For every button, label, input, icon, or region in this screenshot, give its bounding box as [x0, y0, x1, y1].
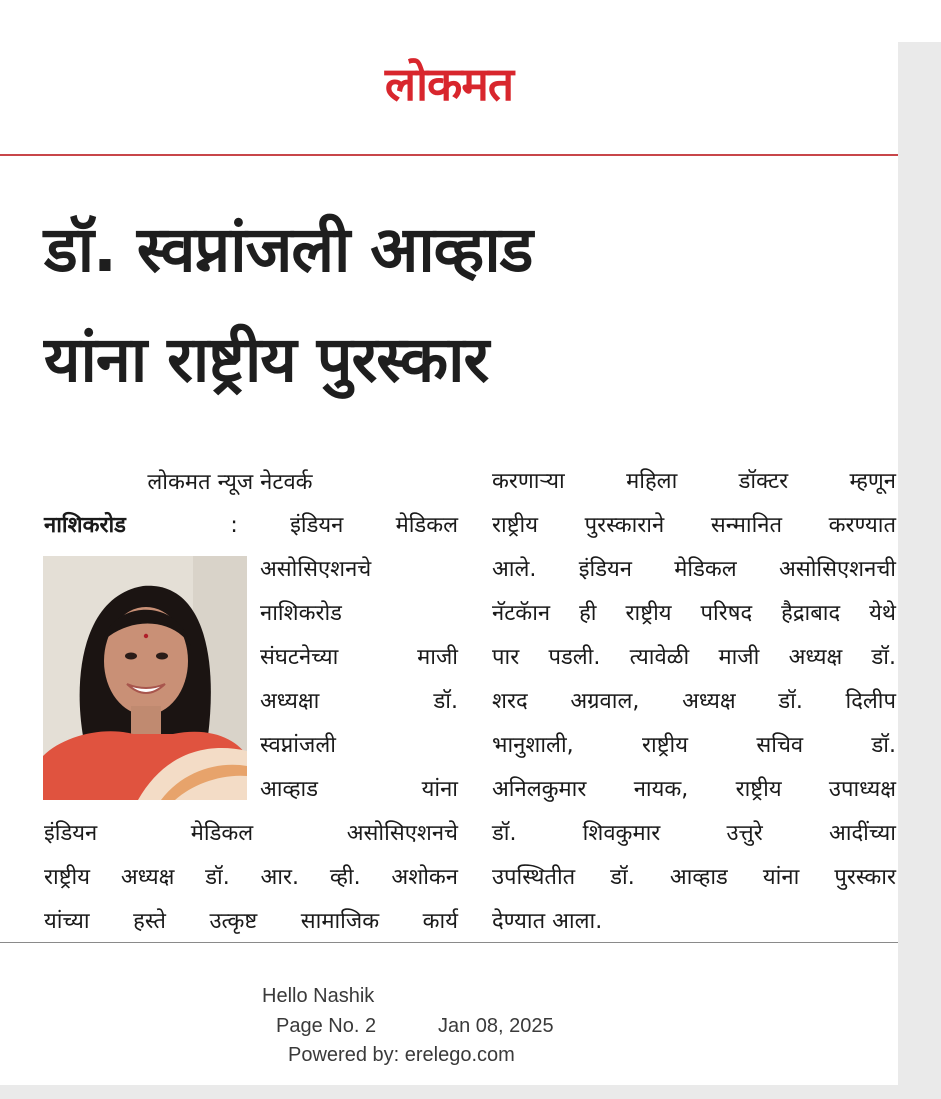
- col2-line-5: पार पडली. त्यावेळी माजी अध्यक्ष डॉ.: [492, 645, 896, 670]
- col2-line-7: भानुशाली, राष्ट्रीय सचिव डॉ.: [492, 733, 896, 758]
- article-headline: [44, 195, 894, 415]
- newspaper-logo: लोकमत: [384, 57, 514, 111]
- headline-line-2: यांना राष्ट्रीय पुरस्कार: [44, 323, 489, 396]
- col1-line-3: नाशिकरोड: [260, 601, 342, 626]
- col2-line-3: आले. इंडियन मेडिकल असोसिएशनची: [492, 557, 896, 582]
- col1-line-4: संघटनेच्या माजी: [260, 645, 458, 670]
- col2-line-10: उपस्थितीत डॉ. आव्हाड यांना पुरस्कार: [492, 865, 896, 890]
- col1-line-1: [44, 508, 458, 544]
- powered-by: Powered by: erelego.com: [288, 1044, 515, 1066]
- col1-line-5: अध्यक्षा डॉ.: [260, 689, 458, 714]
- page-number: Page No. 2: [276, 1015, 377, 1037]
- col2-line-11: देण्यात आला.: [492, 909, 603, 934]
- publication-date: Jan 08, 2025: [438, 1015, 554, 1037]
- headline-line-1: डॉ. स्वप्नांजली आव्हाड: [44, 213, 533, 286]
- col1-line-9: राष्ट्रीय अध्यक्ष डॉ. आर. व्ही. अशोकन: [44, 865, 458, 890]
- col2-line-4: नॅटकॅान ही राष्ट्रीय परिषद हैद्राबाद येथे: [492, 601, 896, 626]
- dateline: नाशिकरोड: [44, 513, 126, 538]
- col1-line-7: आव्हाड यांना: [260, 777, 458, 802]
- col2-line-9: डॉ. शिवकुमार उत्तुरे आदींच्या: [492, 821, 896, 846]
- col1-line-1-text: :: [178, 513, 238, 538]
- footer-divider: [0, 942, 898, 943]
- col1-line-1-rest: इंडियन मेडिकल: [290, 513, 459, 538]
- col2-line-2: राष्ट्रीय पुरस्काराने सन्मानित करण्यात: [492, 513, 896, 538]
- masthead-divider: [0, 154, 898, 156]
- col2-line-1: करणाऱ्या महिला डॉक्टर म्हणून: [492, 469, 896, 494]
- portrait-illustration: [43, 556, 247, 800]
- edition-name: Hello Nashik: [262, 985, 375, 1007]
- col2-line-8: अनिलकुमार नायक, राष्ट्रीय उपाध्यक्ष: [492, 777, 896, 802]
- col1-line-8: इंडियन मेडिकल असोसिएशनचे: [44, 821, 458, 846]
- col1-line-10: यांच्या हस्ते उत्कृष्ट सामाजिक कार्य: [44, 909, 458, 934]
- col1-line-2: असोसिएशनचे: [260, 557, 372, 582]
- col2-line-6: शरद अग्रवाल, अध्यक्ष डॉ. दिलीप: [492, 689, 896, 714]
- portrait-photo: [43, 556, 247, 800]
- byline: लोकमत न्यूज नेटवर्क: [147, 470, 313, 495]
- col1-line-6: स्वप्नांजली: [260, 733, 336, 758]
